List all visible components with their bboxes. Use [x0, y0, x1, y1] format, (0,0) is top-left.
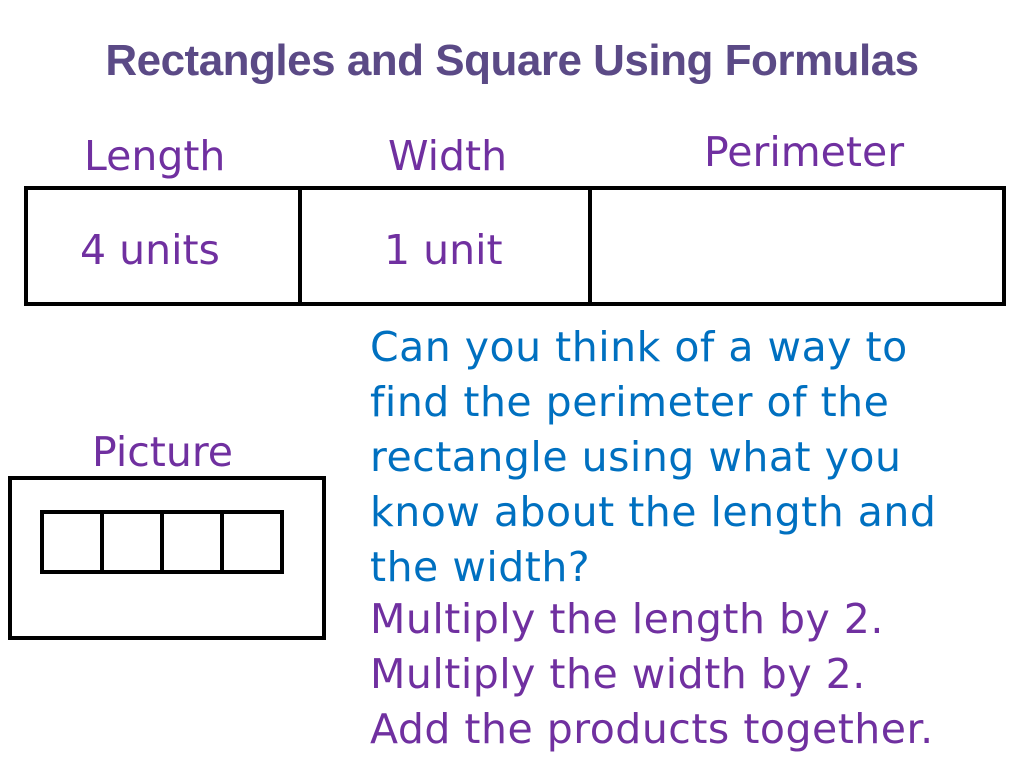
- slide-title: Rectangles and Square Using Formulas: [105, 36, 919, 85]
- width-value: 1 unit: [384, 226, 503, 274]
- length-value: 4 units: [80, 226, 220, 274]
- answer-line: Add the products together.: [370, 705, 934, 753]
- unit-square: [224, 514, 280, 570]
- rectangle-diagram: [40, 510, 284, 574]
- question-line: know about the length and: [370, 488, 937, 536]
- unit-square: [164, 514, 224, 570]
- question-line: find the perimeter of the: [370, 378, 890, 426]
- question-line: rectangle using what you: [370, 433, 902, 481]
- question-line: the width?: [370, 543, 591, 591]
- length-header: Length: [84, 132, 226, 180]
- picture-label: Picture: [92, 428, 233, 476]
- question-line: Can you think of a way to: [370, 323, 908, 371]
- answer-line: Multiply the length by 2.: [370, 595, 884, 643]
- question-text: [370, 320, 1010, 595]
- perimeter-header: Perimeter: [704, 128, 905, 176]
- answer-line: Multiply the width by 2.: [370, 650, 866, 698]
- width-header: Width: [388, 132, 508, 180]
- table-divider: [298, 190, 302, 302]
- unit-square: [44, 514, 104, 570]
- unit-square: [104, 514, 164, 570]
- table-divider: [588, 190, 592, 302]
